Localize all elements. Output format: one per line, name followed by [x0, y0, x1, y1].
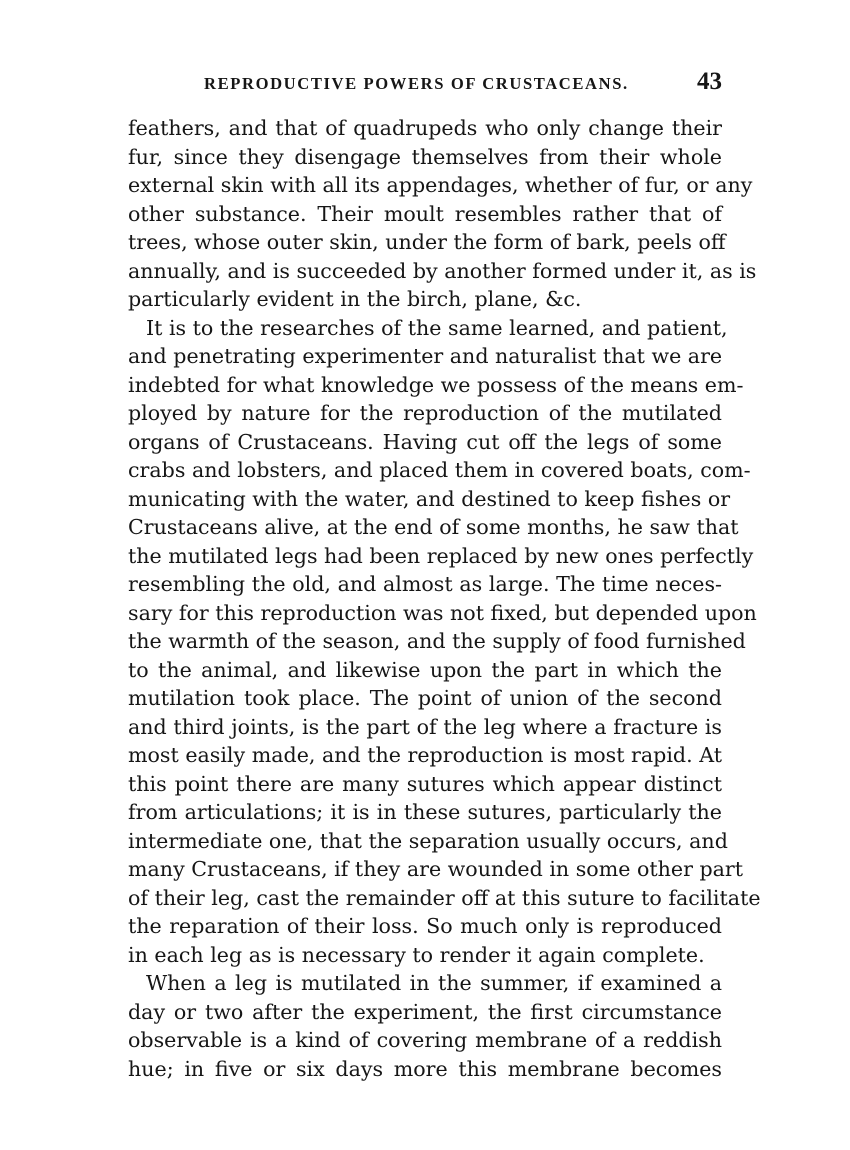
text-line: feathers, and that of quadrupeds who only change their [128, 116, 722, 140]
paragraph-2 [128, 314, 761, 970]
text-line: resembling the old, and almost as large. The time neces- [128, 572, 722, 596]
paragraph-1 [128, 114, 757, 314]
text-line: other substance. Their moult resembles rather that of [128, 201, 722, 226]
text-line: observable is a kind of covering membrane of a reddish [128, 1028, 722, 1052]
text-line: particularly evident in the birch, plane, &c. [128, 287, 582, 311]
text-line: intermediate one, that the separation usually occurs, and [128, 828, 728, 853]
text-line: and penetrating experimenter and naturalist that we are [128, 344, 723, 368]
text-line: the mutilated legs had been replaced by new ones perfectly [128, 543, 754, 568]
text-line: the reparation of their loss. So much only is reproduced [128, 914, 722, 938]
text-line: organs of Crustaceans. Having cut off the legs of some [128, 429, 722, 454]
text-line: crabs and lobsters, and placed them in covered boats, com- [128, 458, 751, 482]
running-title: REPRODUCTIVE POWERS OF CRUSTACEANS. [204, 74, 629, 93]
body-text [128, 114, 761, 1083]
paragraph-3 [128, 969, 722, 1083]
text-line: It is to the researches of the same learned, and patient, [146, 315, 728, 340]
text-line: this point there are many sutures which appear distinct [128, 771, 722, 796]
text-line: When a leg is mutilated in the summer, if examined a [146, 971, 722, 995]
text-line: and third joints, is the part of the leg where a fracture is [128, 714, 722, 739]
text-line: trees, whose outer skin, under the form of bark, peels off [128, 230, 726, 254]
text-line: municating with the water, and destined to keep fishes or [128, 486, 731, 511]
text-line: to the animal, and likewise upon the part in which the [128, 657, 722, 682]
text-line: hue; in five or six days more this membrane becomes [128, 1056, 722, 1081]
text-line: ployed by nature for the reproduction of the mutilated [128, 401, 722, 425]
text-line: the warmth of the season, and the supply of food furnished [128, 629, 746, 653]
text-line: fur, since they disengage themselves from their whole [128, 144, 722, 169]
text-line: from articulations; it is in these sutures, particularly the [128, 800, 722, 824]
text-line: mutilation took place. The point of union of the second [128, 686, 722, 710]
text-line: day or two after the experiment, the first circumstance [128, 999, 722, 1024]
text-line: of their leg, cast the remainder off at this suture to facilitate [128, 885, 761, 910]
text-line: sary for this reproduction was not fixed, but depended upon [128, 600, 757, 625]
text-line: Crustaceans alive, at the end of some months, he saw that [128, 515, 739, 539]
text-line: indebted for what knowledge we possess of the means em- [128, 372, 744, 397]
text-line: in each leg as is necessary to render it again complete. [128, 942, 705, 967]
text-line: annually, and is succeeded by another formed under it, as is [128, 258, 757, 283]
page-number: 43 [697, 68, 722, 95]
text-line: many Crustaceans, if they are wounded in some other part [128, 857, 744, 881]
text-line: external skin with all its appendages, whether of fur, or any [128, 173, 753, 197]
text-line: most easily made, and the reproduction is most rapid. At [128, 743, 722, 767]
running-head [128, 68, 722, 102]
